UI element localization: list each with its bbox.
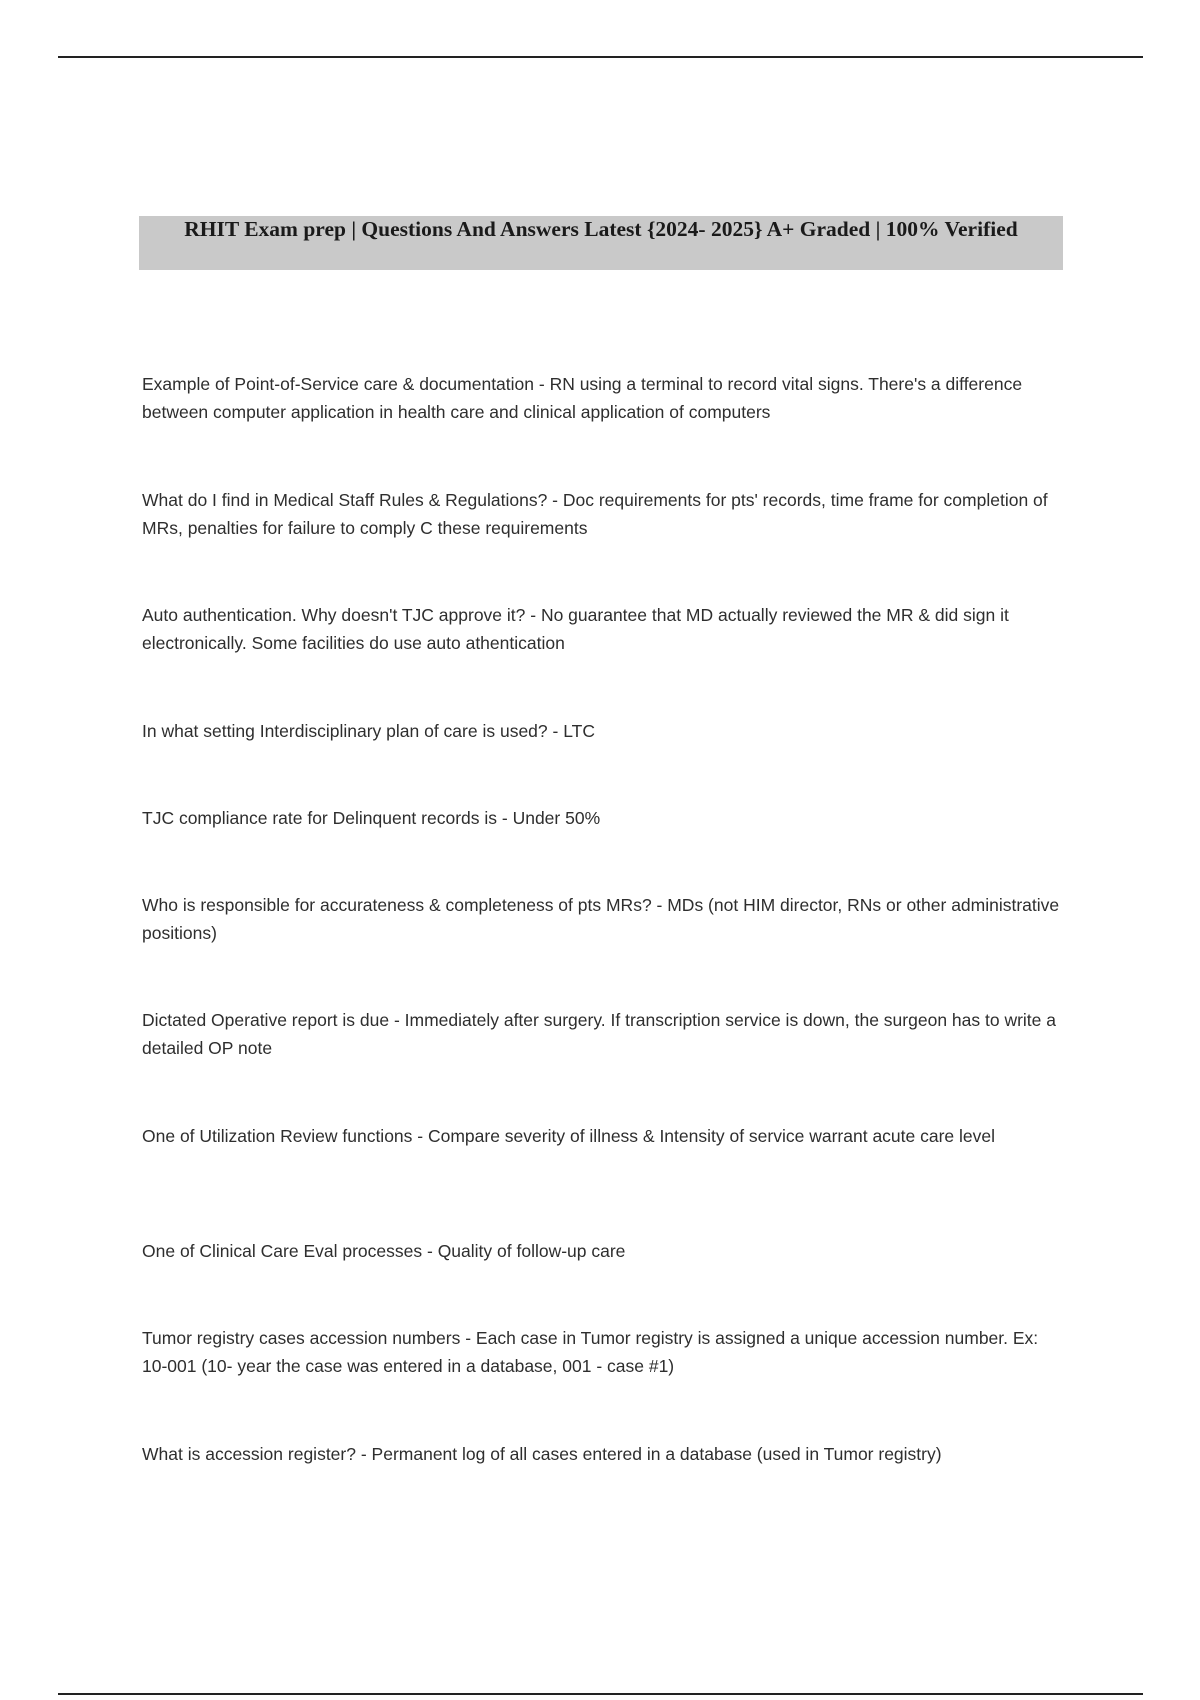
qa-item-2: What do I find in Medical Staff Rules & Regulations? - Doc requirements for pts' records, time frame for completion of MRs, penalties for failure to comply C these requirements (142, 490, 1048, 538)
answer-text: Compare severity of illness & Intensity of service warrant acute care level (427, 1126, 996, 1146)
question-text: Auto authentication. Why doesn't TJC approve it? (142, 605, 526, 625)
question-text: One of Clinical Care Eval processes (142, 1241, 423, 1261)
document-title: RHIT Exam prep | Questions And Answers Latest {2024- 2025} A+ Graded | 100% Verified (139, 216, 1063, 270)
qa-item-8: One of Utilization Review functions - Compare severity of illness & Intensity of service warrant acute care level (142, 1126, 996, 1146)
answer-text: MDs (not HIM director, RNs or other administrative positions) (142, 895, 1060, 943)
question-text: Example of Point-of-Service care & documentation (142, 374, 534, 394)
answer-text: RN using a terminal to record vital signs. There's a difference between computer application in health care and clinical application of computers (142, 374, 1023, 422)
qa-item-6: Who is responsible for accurateness & completeness of pts MRs? - MDs (not HIM director, RNs or other administrative positions) (142, 895, 1060, 943)
qa-item-7: Dictated Operative report is due - Immediately after surgery. If transcription service is down, the surgeon has to write a detailed OP note (142, 1010, 1056, 1058)
bottom-rule (58, 1693, 1143, 1695)
question-text: In what setting Interdisciplinary plan of care is used? (142, 721, 548, 741)
qa-item-1: Example of Point-of-Service care & documentation - RN using a terminal to record vital signs. There's a difference between computer application in health care and clinical application of computers (142, 374, 1023, 422)
answer-text: Doc requirements for pts' records, time frame for completion of MRs, penalties for failure to comply C these requirements (142, 490, 1048, 538)
question-text: Who is responsible for accurateness & completeness of pts MRs? (142, 895, 652, 915)
question-text: Tumor registry cases accession numbers (142, 1328, 461, 1348)
answer-text: LTC (563, 721, 595, 741)
qa-item-11: What is accession register? - Permanent log of all cases entered in a database (used in Tumor registry) (142, 1444, 942, 1464)
answer-text: Under 50% (512, 808, 601, 828)
question-text: One of Utilization Review functions (142, 1126, 413, 1146)
question-text: What do I find in Medical Staff Rules & Regulations? (142, 490, 548, 510)
question-text: TJC compliance rate for Delinquent records is (142, 808, 498, 828)
question-text: Dictated Operative report is due (142, 1010, 390, 1030)
qa-item-4: In what setting Interdisciplinary plan of care is used? - LTC (142, 721, 595, 741)
qa-item-5: TJC compliance rate for Delinquent records is - Under 50% (142, 808, 601, 828)
question-text: What is accession register? (142, 1444, 356, 1464)
qa-item-9: One of Clinical Care Eval processes - Quality of follow-up care (142, 1241, 626, 1261)
qa-item-10: Tumor registry cases accession numbers - Each case in Tumor registry is assigned a unique accession number. Ex: 10-001 (10- year the case was entered in a database, 001 - case #1) (142, 1328, 1039, 1376)
answer-text: Quality of follow-up care (437, 1241, 626, 1261)
answer-text: No guarantee that MD actually reviewed the MR & did sign it electronically. Some facilities do use auto athentication (142, 605, 1009, 653)
qa-item-3: Auto authentication. Why doesn't TJC approve it? - No guarantee that MD actually reviewed the MR & did sign it electronically. Some facilities do use auto athentication (142, 605, 1009, 653)
answer-text: Immediately after surgery. If transcription service is down, the surgeon has to write a detailed OP note (142, 1010, 1056, 1058)
answer-text: Permanent log of all cases entered in a database (used in Tumor registry) (371, 1444, 942, 1464)
answer-text: Each case in Tumor registry is assigned a unique accession number. Ex: 10-001 (10- year the case was entered in a database, 001 - case #1) (142, 1328, 1039, 1376)
top-rule (58, 56, 1143, 58)
